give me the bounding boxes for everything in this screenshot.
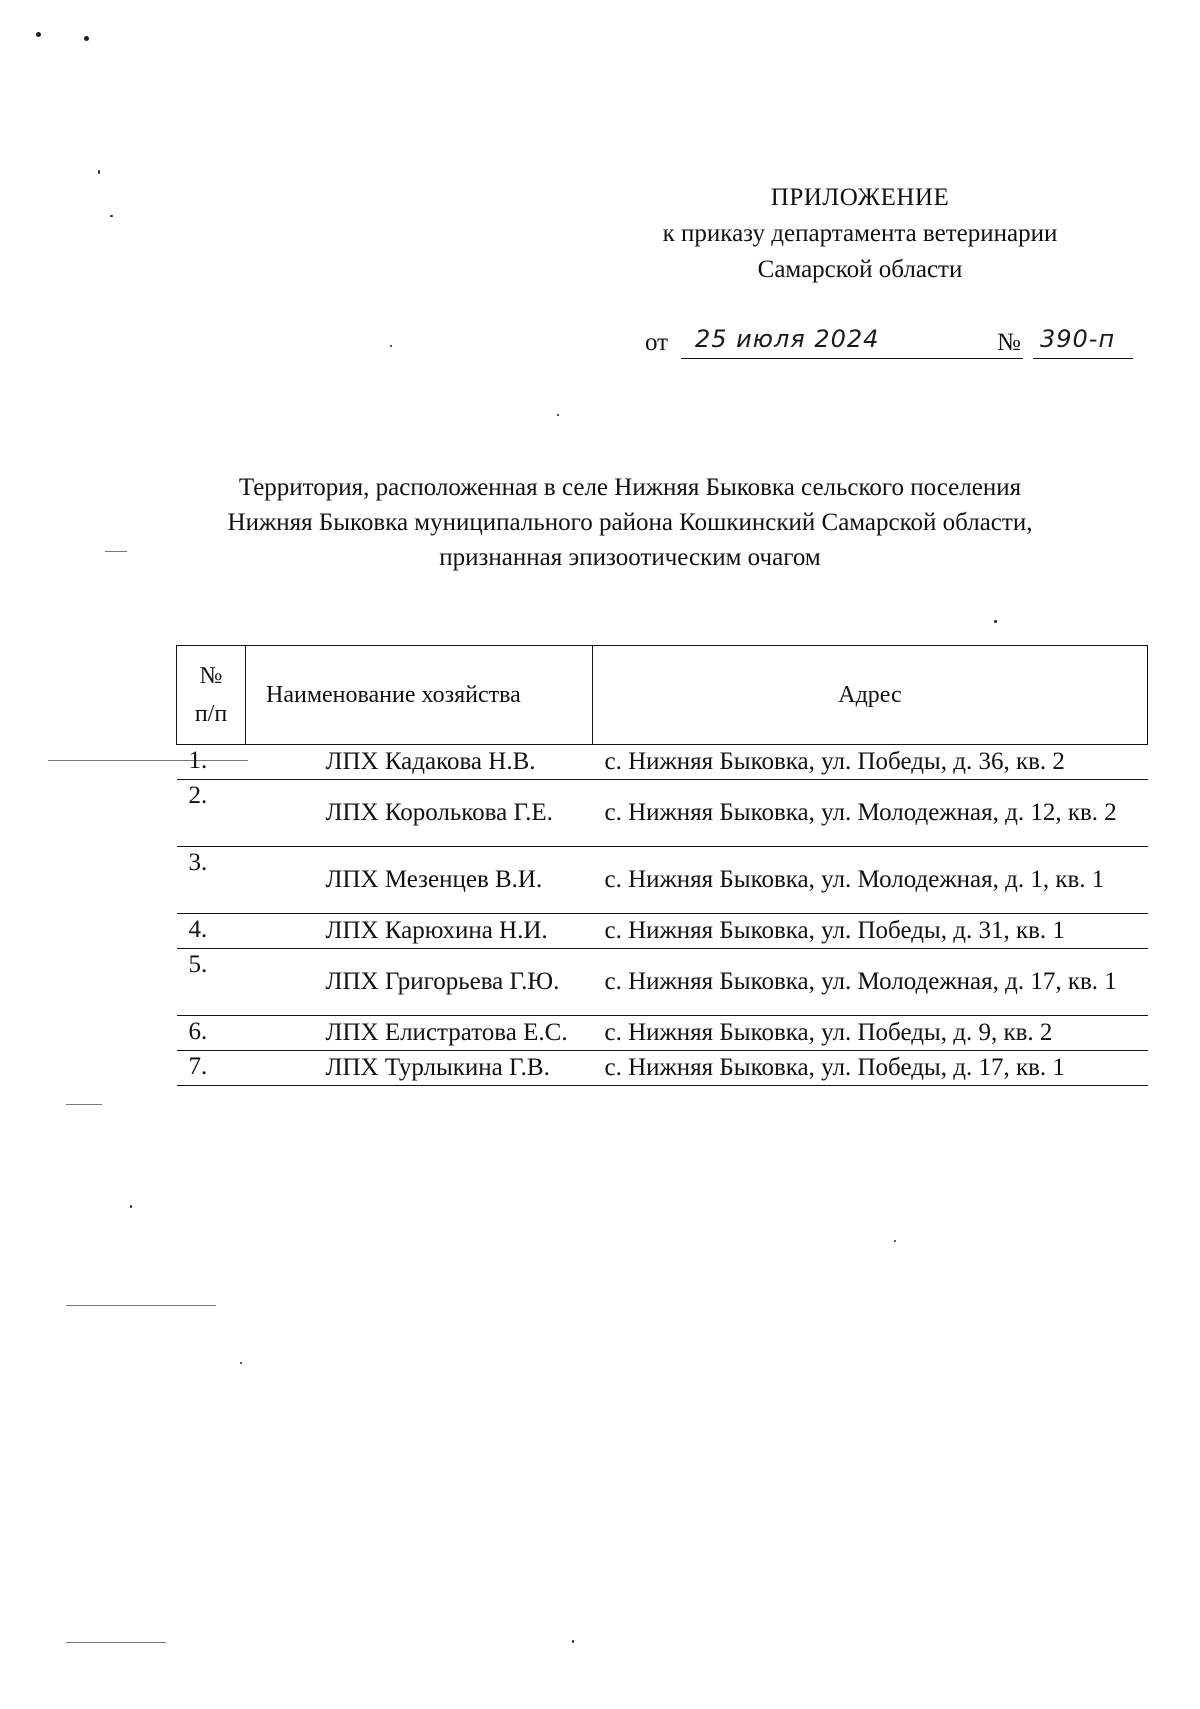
scan-streak: [66, 1104, 102, 1105]
table-row: [177, 949, 1148, 1016]
scan-streak: [66, 1305, 216, 1306]
heading-line-1: Территория, расположенная в селе Нижняя Быковка сельского поселения: [238, 474, 1022, 501]
scan-speck: [572, 1640, 574, 1643]
order-date-handwritten: 25 июля 2024: [695, 325, 880, 353]
row-number: 4.: [177, 914, 246, 949]
scan-speck: [240, 1362, 242, 1364]
scan-speck: [390, 345, 392, 347]
row-number: 2.: [177, 780, 246, 847]
header-address: Адрес: [593, 646, 1148, 745]
order-number-label: №: [997, 329, 1021, 356]
order-date-underline: [681, 358, 1023, 359]
scan-speck: [98, 170, 100, 174]
scan-speck: [894, 1240, 896, 1242]
heading-line-3: признанная эпизоотическим очагом: [439, 544, 821, 571]
scan-speck: [557, 414, 559, 416]
table-row: [177, 1016, 1148, 1051]
header-number-abbr: п/п: [194, 701, 228, 727]
row-number: 6.: [177, 1016, 246, 1051]
header-number-symbol: №: [199, 663, 223, 689]
row-number: 7.: [177, 1051, 246, 1086]
row-address: с. Нижняя Быковка, ул. Молодежная, д. 17, кв. 1: [593, 949, 1148, 1016]
order-number-underline: [1033, 358, 1133, 359]
document-heading: [150, 470, 1110, 575]
scan-streak: [105, 551, 127, 552]
scan-speck: [994, 620, 997, 623]
heading-line-2: Нижняя Быковка муниципального района Кошкинский Самарской области,: [227, 509, 1033, 536]
row-farm-name: ЛПХ Елистратова Е.С.: [246, 1016, 593, 1051]
header-farm-name: Наименование хозяйства: [246, 646, 593, 745]
order-reference: [645, 325, 1135, 365]
scan-speck: [84, 36, 89, 41]
appendix-header: [620, 180, 1100, 288]
farms-table: [176, 645, 1148, 1086]
row-farm-name: ЛПХ Карюхина Н.И.: [246, 914, 593, 949]
row-number: 1.: [177, 745, 246, 780]
row-address: с. Нижняя Быковка, ул. Победы, д. 9, кв. 2: [593, 1016, 1148, 1051]
row-address: с. Нижняя Быковка, ул. Молодежная, д. 12, кв. 2: [593, 780, 1148, 847]
row-address: с. Нижняя Быковка, ул. Победы, д. 36, кв. 2: [593, 745, 1148, 780]
order-from-label: от: [645, 329, 669, 356]
table-header-row: [177, 646, 1148, 745]
row-farm-name: ЛПХ Турлыкина Г.В.: [246, 1051, 593, 1086]
scan-speck: [36, 32, 41, 37]
appendix-title: ПРИЛОЖЕНИЕ: [770, 184, 950, 211]
table-row: [177, 847, 1148, 914]
header-number: [177, 646, 246, 745]
row-address: с. Нижняя Быковка, ул. Молодежная, д. 1, кв. 1: [593, 847, 1148, 914]
appendix-line-2: Самарской области: [757, 256, 963, 283]
scan-speck: [110, 215, 113, 217]
table-row: [177, 745, 1148, 780]
table-row: [177, 1051, 1148, 1086]
row-farm-name: ЛПХ Григорьева Г.Ю.: [246, 949, 593, 1016]
table-row: [177, 780, 1148, 847]
row-number: 5.: [177, 949, 246, 1016]
row-farm-name: ЛПХ Мезенцев В.И.: [246, 847, 593, 914]
scan-speck: [130, 1205, 132, 1208]
row-address: с. Нижняя Быковка, ул. Победы, д. 31, кв. 1: [593, 914, 1148, 949]
row-farm-name: ЛПХ Королькова Г.Е.: [246, 780, 593, 847]
appendix-line-1: к приказу департамента ветеринарии: [662, 220, 1058, 247]
row-address: с. Нижняя Быковка, ул. Победы, д. 17, кв. 1: [593, 1051, 1148, 1086]
table-row: [177, 914, 1148, 949]
row-farm-name: ЛПХ Кадакова Н.В.: [246, 745, 593, 780]
scan-streak: [66, 1642, 166, 1643]
row-number: 3.: [177, 847, 246, 914]
order-number-handwritten: 390-п: [1040, 325, 1116, 353]
